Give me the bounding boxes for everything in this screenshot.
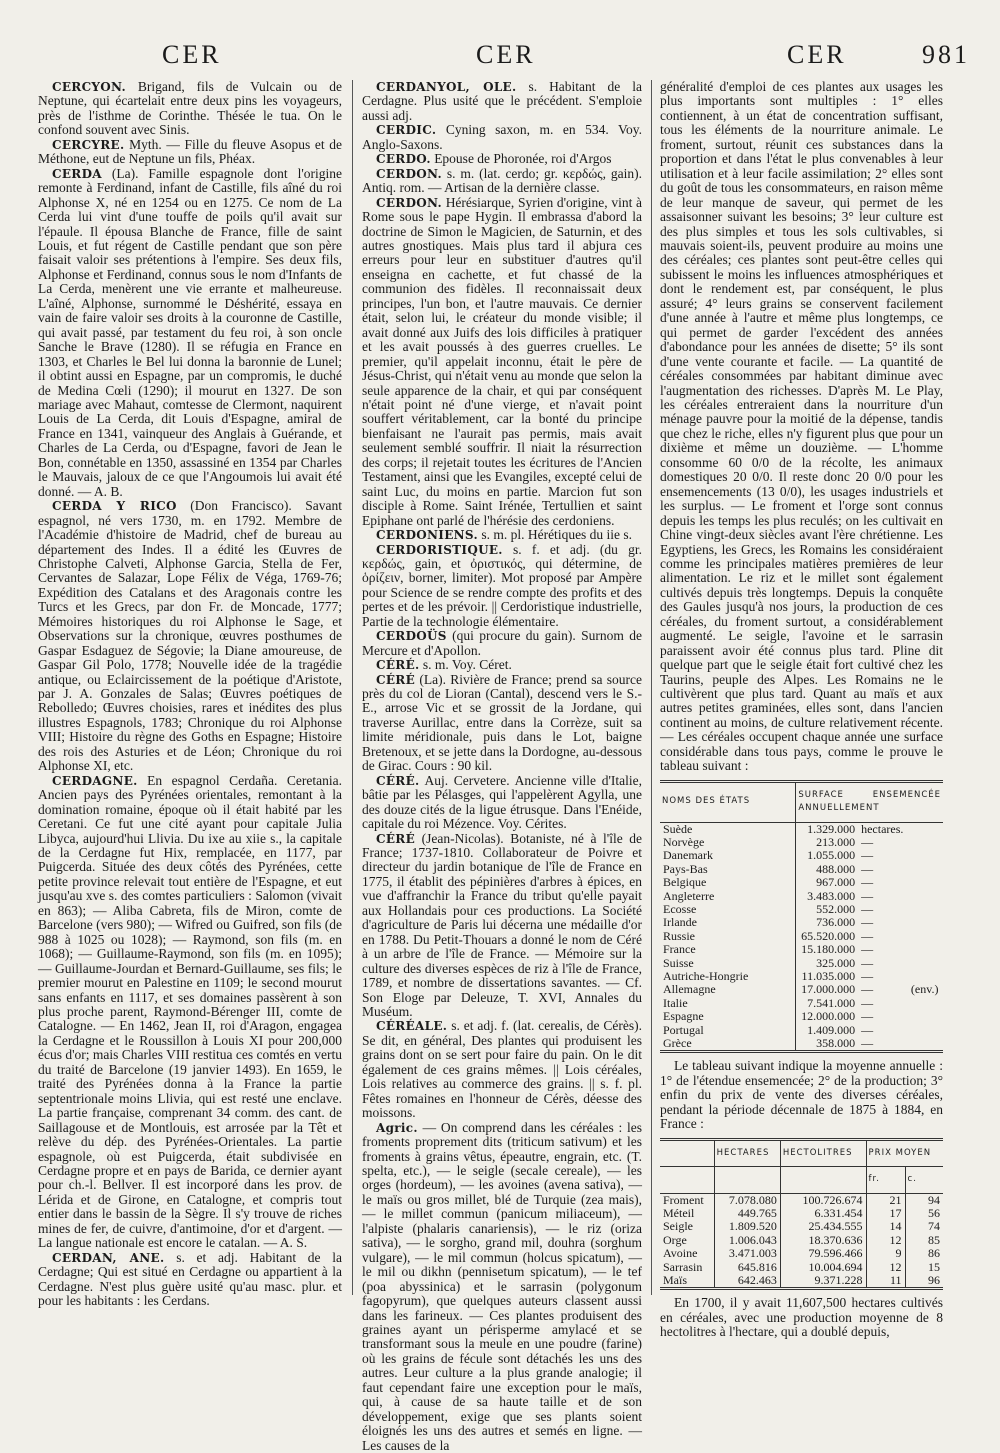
paragraph: Le tableau suivant indique la moyenne annuelle : 1° de l'étendue ensemencée; 2° de la production; 3° enfin du prix de vente des diverses céréales, pendant la période décennale de 1875 à 1884, en France :: [660, 1058, 943, 1132]
table-cell: 12: [866, 1261, 905, 1274]
average-table: [660, 1138, 943, 1291]
table-cell: 79.596.466: [780, 1247, 866, 1260]
dictionary-entry: [362, 167, 642, 196]
table-row: [660, 916, 943, 929]
entry-headword: CERDOÜS: [376, 629, 447, 644]
table-row: [660, 1220, 943, 1233]
entry-headword: CERDIC.: [376, 123, 437, 138]
table-cell: Grèce: [660, 1037, 796, 1050]
table-cell: Italie: [660, 997, 796, 1010]
table-row: [660, 1024, 943, 1037]
entry-headword: CERDAN, ANE.: [52, 1250, 165, 1265]
table-cell: —: [861, 902, 874, 916]
table-row: [660, 1261, 943, 1274]
table-cell: 488.000: [816, 861, 856, 876]
column-rule: [651, 80, 652, 1295]
table-cell: —: [861, 848, 874, 863]
table-cell: —: [861, 955, 874, 970]
table-cell: 12: [866, 1234, 905, 1247]
entry-text: En espagnol Cerdaña. Ceretania. Ancien pays des Pyrénées orientales, remontant à la domination romaine, époque où il était habité par les Ceretani. Ce fut une cité ayant pour capitale Julia Libyca, aujourd'hui Llivia. Du ixe au xiie s., la capitale de la Cerdagne fut Hix, remplacée, en 1177, par Puigcerda. Située des deux côtés des Pyrénées, cette petite province relevait tout entière de l'Espagne, et eut jusqu'au xve s. des comtes particuliers : Salomon (vivait en 863); — Aliba Cabreta, fils de Miron, comte de Barcelone (vers 980); — Wifred ou Guifred, son fils (de 988 à 1025 ou 1028); — Raymond, son fils (m. en 1068); — Guillaume-Raymond, son fils (m. en 1095); — Guillaume-Jourdan et Bernard-Guillaume, ses fils; le premier mourut en Palestine en 1109; le second mourut sans enfants en 1117, et ses domaines passèrent à son plus proche parent, Raymond-Bérenger III, comte de Catalogne. — En 1462, Jean II, roi d'Aragon, engagea la Cerdagne et le Roussillon à Louis XI pour 200,000 écus d'or; mais Charles VIII restitua ces comtés en vertu du traité de Barcelone (19 janvier 1493). En 1659, le traité des Pyrénées donna à la France la partie septentrionale moins Llivia, qui est resté une enclave. La partie française, comprenant 34 comm. des cant. de Saillagouse et de Montlouis, est arrosée par la Têt et relève du dép. des Pyrénées-Orientales. La partie espagnole, où est Puigcerda, était subdivisée en Cerdagne propre et en pays de Barida, ce dernier ayant pour ch.-l. Bellver. Il est incorporé dans les prov. de Lérida et de Girone, en Catalogne, et compris tout entier dans le bassin de la Sègre. Il s'y trouve de riches mines de fer, de cuivre, d'antimoine, d'or et d'argent. — La langue nationale est encore le catalan. — A. S.: [38, 772, 342, 1251]
entry-headword: CERDON.: [376, 195, 443, 210]
entry-text: Epouse de Phoronée, roi d'Argos: [430, 151, 612, 167]
entry-headword: CÉRÉ.: [376, 773, 420, 788]
dictionary-entry: [38, 167, 342, 499]
table-cell: Espagne: [660, 1010, 796, 1023]
table-cell: 86: [928, 1246, 940, 1261]
table-row: [660, 1207, 943, 1220]
dictionary-entry: [362, 196, 642, 528]
table-cell: Avoine: [660, 1247, 714, 1260]
table-cell: hectares.: [861, 821, 904, 836]
table-cell: 552.000: [816, 902, 856, 916]
table-cell: [906, 997, 943, 1010]
table-row: [660, 876, 943, 889]
surface-table: [660, 780, 943, 1054]
table-cell: 7.078.080: [714, 1193, 780, 1207]
table-cell: Irlande: [660, 916, 796, 929]
table-cell: 17: [866, 1207, 905, 1220]
table-row: [660, 983, 943, 996]
dictionary-entry: [362, 629, 642, 658]
table-cell: Méteil: [660, 1207, 714, 1220]
table-cell: 1.809.520: [714, 1220, 780, 1233]
entry-headword: CERDA: [52, 166, 102, 181]
table-row: [660, 943, 943, 956]
table-cell: [906, 1010, 943, 1023]
table-cell: 645.816: [714, 1261, 780, 1274]
table-cell: 11.035.000: [801, 969, 856, 984]
dictionary-entry: [362, 123, 642, 152]
table-row: [660, 1234, 943, 1247]
table-cell: 213.000: [816, 834, 856, 849]
table-cell: 56: [928, 1205, 940, 1220]
header-center: CER: [476, 40, 536, 69]
table-row: [660, 849, 943, 862]
table-cell: [906, 849, 943, 862]
table-row: [660, 903, 943, 916]
table-cell: [906, 903, 943, 916]
table-cell: Angleterre: [660, 890, 796, 903]
entry-headword: CERDON.: [376, 166, 443, 181]
table-cell: —: [861, 969, 874, 984]
entry-headword: CERCYON.: [52, 80, 127, 94]
table-cell: (env.): [910, 982, 939, 997]
table-cell: —: [861, 875, 874, 890]
dictionary-entry: [362, 658, 642, 672]
table-cell: 358.000: [816, 1036, 856, 1051]
dictionary-entry: [362, 832, 642, 1020]
table-cell: 85: [928, 1232, 940, 1247]
table-cell: 94: [928, 1192, 940, 1207]
table-row: [660, 1274, 943, 1287]
column-2: [362, 79, 642, 1453]
entry-text: Cyning saxon, m. en 534. Voy. Anglo-Saxons.: [362, 122, 642, 152]
entry-text: s. m. Voy. Céret.: [419, 657, 512, 673]
table-cell: Orge: [660, 1234, 714, 1247]
dictionary-entry: [38, 499, 342, 774]
table-header: PRIX MOYEN: [868, 1147, 932, 1158]
dictionary-entry: [38, 138, 342, 167]
entry-text: s. Habitant de la Cerdagne. Plus usité que le précédent. S'emploie aussi adj.: [362, 79, 642, 123]
table-cell: 21: [866, 1193, 905, 1207]
entry-text: (Don Francisco). Savant espagnol, né vers 1730, m. en 1792. Membre de l'Académie d'histoire de Madrid, chef de bureau au département des Indes. Il a édité les Œuvres de Christophe Calveti, Alphonse Garcia, Stella de Fer, Cervantes de Salazar, Lope Félix de Véga, 1769-76; Expédition des Catalans et des Aragonais contre les Turcs et les Grecs, par don Fr. de Moncade, 1777; Mémoires historiques du roi Alphonse le Sage, et Observations sur la chronique, œuvres posthumes de Gaspar Esdaguez de Ségovie; la Diane amoureuse, de Gaspar Gil Polo, 1778; Nouvelle idée de la tragédie antique, ou Eclaircissement de la poétique d'Aristote, par J. A. Gonzales de Salas; Œuvres poétiques de Rebolledo; Œuvres choisies, rares et inédites des plus illustres Espagnols, 1783; Chronique du roi Alphonse VIII; Histoire du règne des Goths en Espagne; Histoire des rois des Asturies et de Léon; Chronique du roi Alphonse XI, etc.: [38, 498, 343, 774]
table-cell: [906, 943, 943, 956]
dictionary-entry: [362, 1019, 642, 1120]
table-cell: —: [861, 928, 874, 943]
table-cell: Danemark: [660, 849, 796, 862]
dictionary-entry: [362, 673, 642, 774]
column-3: [660, 79, 943, 1340]
page-number: 981: [922, 40, 970, 69]
table-header: HECTARES: [714, 1141, 780, 1167]
entry-headword: CERDA Y RICO: [52, 499, 177, 514]
table-cell: 7.541.000: [807, 995, 856, 1010]
table-cell: Sarrasin: [660, 1261, 714, 1274]
table-cell: [906, 930, 943, 943]
table-cell: 12.000.000: [801, 1009, 856, 1024]
table-row: [660, 957, 943, 970]
table-cell: —: [861, 834, 874, 849]
dictionary-entry: [38, 774, 342, 1251]
table-cell: 18.370.636: [780, 1234, 866, 1247]
table-cell: [906, 916, 943, 929]
dictionary-entry: [362, 543, 642, 630]
table-cell: 967.000: [816, 875, 856, 890]
table-cell: [906, 890, 943, 903]
table-cell: 10.004.694: [780, 1261, 866, 1274]
table-cell: Seigle: [660, 1220, 714, 1233]
table-cell: [906, 970, 943, 983]
table-cell: 1.006.043: [714, 1234, 780, 1247]
table-cell: [906, 1037, 943, 1050]
table-cell: 325.000: [816, 955, 856, 970]
entry-headword: CÉRÉ: [376, 831, 416, 846]
dictionary-entry: [362, 80, 642, 123]
table-subheader: fr.: [866, 1167, 905, 1193]
table-cell: 25.434.555: [780, 1220, 866, 1233]
dictionary-entry: [362, 528, 642, 542]
table-row: [660, 890, 943, 903]
table-cell: 6.331.454: [780, 1207, 866, 1220]
table-row: [660, 1193, 943, 1207]
entry-text: s. m. (lat. cerdo; gr. κερδώς, gain). Antiq. rom. — Artisan de la dernière classe.: [362, 165, 642, 196]
table-row: [660, 836, 943, 849]
table-cell: 449.765: [714, 1207, 780, 1220]
table-header: [660, 1141, 714, 1167]
table-cell: Ecosse: [660, 903, 796, 916]
table-cell: [906, 876, 943, 889]
table-cell: 96: [928, 1272, 940, 1287]
entry-text: s. m. pl. Hérétiques du iie s.: [477, 527, 633, 543]
table-cell: 9: [866, 1247, 905, 1260]
table-cell: [906, 822, 943, 836]
table-cell: 74: [928, 1219, 940, 1234]
table-cell: 100.726.674: [780, 1193, 866, 1207]
table-cell: [906, 1024, 943, 1037]
table-cell: 3.471.003: [714, 1247, 780, 1260]
table-cell: —: [861, 995, 874, 1010]
table-cell: Suisse: [660, 957, 796, 970]
table-cell: Belgique: [660, 876, 796, 889]
header-right: CER: [787, 40, 847, 69]
entry-text: (La). Famille espagnole dont l'origine remonte à Ferdinand, infant de Castille, fils aîné du roi Alphonse X, né en 1254 ou en 1275. Ce nom de La Cerda lui vint d'une touffe de poils qu'il avait sur l'épaule. Il épousa Blanche de France, fille de saint Louis, et fut régent de Castille pendant que son père faisait valoir ses prétentions à l'empire. Ses deux fils, Alphonse et Ferdinand, connus sous le nom d'Infants de La Cerda, menèrent une vie errante et malheureuse. L'aîné, Alphonse, surnommé le Déshérité, essaya en vain de faire valoir ses droits à la couronne de Castille, qui avait passé, par testament du feu roi, à son oncle Sanche le Brave (1280). Il se réfugia en France en 1303, et Charles le Bel lui donna la baronnie de Lunel; il obtint aussi en Espagne, par un compromis, le duché de Medina Cœli (1290); il mourut en 1327. De son mariage avec Mahaut, comtesse de Clermont, naquirent Louis de La Cerda, dit Louis d'Espagne, amiral de France en 1341, vainqueur des Anglais à Guérande, et Charles de La Cerda, ou d'Espagne, favori de Jean le Bon, connétable en 1350, assassiné en 1354 par Charles le Mauvais, jaloux de ce que l'Angoumois lui avait été donné. — A. B.: [38, 165, 342, 499]
table-cell: 736.000: [816, 915, 856, 930]
entry-headword: CERDO.: [376, 152, 431, 167]
entry-text: s. et adj. Habitant de la Cerdagne; Qui est situé en Cerdagne ou appartient à la Cerdagne. N'est plus guère usité qu'au masc. plur. et pour les habitants : les Cerdans.: [38, 1249, 342, 1309]
table-header: HECTOLITRES: [780, 1141, 866, 1167]
table-cell: 642.463: [714, 1274, 780, 1287]
table-header: SURFACE ENSEMENCÉE ANNUELLEMENT: [798, 789, 941, 814]
table-row: [660, 1247, 943, 1260]
dictionary-entry: [362, 1121, 642, 1453]
table-cell: Froment: [660, 1193, 714, 1207]
entry-text: Hérésiarque, Syrien d'origine, vint à Rome sous le pape Hygin. Il embrassa d'abord la doctrine de Simon le Magicien, de Saturnin, et des autres gnostiques. Mais plus tard il abjura ces erreurs pour leur en substituer d'autres qu'il enseigna en cachette, et fut chassé de la communion des fidèles. Il reconnaissait deux principes, l'un bon, et l'autre mauvais. Ce dernier était, selon lui, le créateur du monde visible; il avait donné aux Juifs des lois difficiles à pratiquer et les avait poussés à des guerres cruelles. Le premier, qu'il appelait inconnu, était le père de Jésus-Christ, qui n'était venu au monde que selon la seule apparence de la chair, et qui par conséquent n'était point né d'une vierge, et n'avait point souffert véritablement, car la bonté du principe bienfaisant ne l'aurait pas permis, mais avait seulement semblé souffrir. Il niait la résurrection des corps; il rejetait toutes les écritures de l'Ancien Testament, ainsi que les Evangiles, excepté celui de saint Luc, du moins en partie. Marcion fut son disciple à Rome. Saint Irénée, Tertullien et saint Epiphane ont parlé de l'hérésie des cerdoniens.: [362, 194, 642, 528]
paragraph: généralité d'emploi de ces plantes aux usages les plus importants sont multiples : 1° elles contiennent, à un état de concentration suffisant, tous les éléments de la nourriture animale. Le froment, surtout, réunit ces substances dans la proportion et dans l'état le plus convenables à leur utilisation et à leur facile assimilation; 2° elles sont du goût de tous les consommateurs, en raison même de leur manque de saveur, qui permet de les assaisonner suivant les besoins; 3° leur culture est des plus simples et tous les sols cultivables, si mauvais soient-ils, peuvent produire au moins une des céréales; ces plantes sont peut-être celles qui subissent le moins les influences atmosphériques et dont le rendement est, par conséquent, le plus assuré; 4° leurs grains se conservent facilement d'une année à l'autre et même plus longtemps, ce qui permet de garder l'excédent des années d'abondance pour les années de disette; 5° ils sont d'une vente courante et facile. — La quantité de céréales consommées par habitant diminue avec l'augmentation des richesses. D'après M. Le Play, les céréales entreraient dans la nourriture d'un ménage pauvre pour la moitié de la dépense, tandis que chez le riche, elles n'y figurent plus que pour un dixième et même un douzième. — L'homme consomme 60 0/0 de la récolte, les animaux domestiques 20 0/0. Il reste donc 20 0/0 pour les ensemencements (13 0/0), les usages industriels et les surplus. — Le froment et l'orge sont connus depuis les temps les plus reculés; on les cultivait en Chine vingt-deux siècles avant l'ère chrétienne. Les Egyptiens, les Grecs, les Romains les considéraient comme les principales matières premières de leur alimentation. Le riz et le millet sont également cultivés depuis très longtemps. Depuis la conquête des Gaules jusqu'à nos jours, la production de ces céréales, du froment surtout, a considérablement augmenté. Le seigle, l'avoine et le sarrasin paraissent avoir été connus plus tard. Pline dit quelque part que le seigle était fort cultivé chez les Taurins, peuple des Alpes. Les Romains ne le cultivèrent que plus tard. Quant au maïs et aux autres petites graminées, elles sont, dans l'ancien continent au moins, de culture relativement récente. — Les céréales occupent chaque année une surface considérable dans tous pays, comme le prouve le tableau suivant :: [660, 79, 943, 774]
table-cell: 1.055.000: [807, 848, 856, 863]
column-1: [38, 79, 343, 1309]
table-cell: Russie: [660, 930, 796, 943]
column-rule: [352, 80, 353, 1295]
dictionary-entry: [362, 152, 642, 166]
table-row: [660, 1010, 943, 1023]
table-row: [660, 863, 943, 876]
table-cell: —: [861, 942, 874, 957]
entry-text: s. et adj. f. (lat. cerealis, de Cérès). Se dit, en général, Des plantes qui produisent les grains dont on se sert pour faire du pain. On le dit également de ces grains mêmes. || Lois céréales, Lois relatives au commerce des grains. || s. f. pl. Fêtes romaines en l'honneur de Cérès, déesse des moissons.: [362, 1018, 642, 1121]
table-row: [660, 970, 943, 983]
entry-headword: CERDANYOL, OLE.: [376, 80, 517, 94]
table-cell: —: [861, 1022, 874, 1037]
entry-text: (La). Rivière de France; prend sa source près du col de Lioran (Cantal), descend vers le S.-E., arrose Vic et se grossit de la Jordane, qui traverse Aurillac, entre dans la Corrèze, suit sa limite méridionale, puis dans le Lot, baigne Bretenoux, et se jette dans la Dordogne, au-dessous de Girac. Cours : 90 kil.: [362, 671, 642, 774]
table-cell: 11: [866, 1274, 905, 1287]
table-row: [660, 1037, 943, 1050]
dictionary-entry: [38, 1251, 342, 1309]
table-cell: 1.409.000: [807, 1022, 856, 1037]
table-cell: 9.371.228: [780, 1274, 866, 1287]
entry-headword: CERDAGNE.: [52, 773, 138, 788]
header-left: CER: [162, 40, 222, 69]
table-cell: —: [861, 915, 874, 930]
table-cell: —: [861, 1036, 874, 1051]
entry-headword: CERDONIENS.: [376, 528, 478, 543]
table-cell: Autriche-Hongrie: [660, 970, 796, 983]
table-cell: [906, 957, 943, 970]
table-cell: Portugal: [660, 1024, 796, 1037]
table-cell: —: [861, 982, 874, 997]
table-cell: Pays-Bas: [660, 863, 796, 876]
table-cell: —: [861, 888, 874, 903]
dictionary-entry: [38, 80, 342, 138]
table-cell: [906, 836, 943, 849]
table-cell: Maïs: [660, 1274, 714, 1287]
entry-headword: CÉRÉ.: [376, 658, 420, 673]
table-cell: 14: [866, 1220, 905, 1233]
entry-text: Brigand, fils de Vulcain ou de Neptune, qui écartelait entre deux pins les voyageurs, près de l'isthme de Corinthe. Thésée le tua. On le confond souvent avec Sinis.: [38, 79, 342, 138]
table-subheader: c.: [907, 1174, 917, 1185]
entry-headword: Agric.: [376, 1120, 418, 1135]
table-cell: 1.329.000: [807, 821, 856, 836]
entry-text: Auj. Cervetere. Ancienne ville d'Italie, bâtie par les Pélasges, qui l'appelèrent Agylla, une des douze cités de la ligue étrusque. Dans l'Enéide, capitale du roi Mézence. Voy. Cérites.: [362, 772, 642, 832]
entry-text: — On comprend dans les céréales : les froments proprement dits (triticum sativum) et les froments à grains vêtus, épeautre, engrain, etc. (T. spelta, etc.), — le seigle (secale cereale), — les orges (hordeum), — les avoines (avena sativa), — le maïs ou gros millet, blé de Turquie (zea mais), — le millet commun (panicum miliaceum), — l'alpiste (phalaris canariensis), — le riz (oriza sativa), — le sorgho, grand mil, douhra (sorghum vulgare), — le mil commun (holcus spicatum), — le mil ou dikhn (pennisetum spicatum), — le tef (poa abyssinica) et le sarrasin (polygonum fagopyrum), que quelques auteurs classent aussi dans les farineux. — Ces plantes produisent des graines ayant un périsperme amylacé et se transformant sous la meule en une poudre (farine) où les grains de fécule sont détachés les uns des autres. Leur culture a la plus grande analogie; il faut cependant faire une exception pour le maïs, qui, à cause de sa haute taille et de son développement, exige que ses plants soient éloignés les uns des autres et semés en ligne. — Les causes de la: [362, 1119, 642, 1453]
entry-text: (Jean-Nicolas). Botaniste, né à l'île de France; 1737-1810. Collaborateur de Poivre et directeur du jardin botanique de l'île de France en 1775, il établit des pépinières d'arbres à épices, en vue d'affranchir la France du tribut qu'elle payait aux Hollandais pour ces productions. La Société d'agriculture de Paris lui décerna une médaille d'or en 1788. Du Petit-Thouars a donné le nom de Céré à un arbre de l'île de France. — Mémoire sur la culture des diverses espèces de riz à l'île de France, 1789, et nombre de dissertations savantes. — Cf. Son Eloge par Deleuze, T. XVI, Annales du Muséum.: [362, 830, 642, 1019]
entry-text: s. f. et adj. (du gr. κερδώς, gain, et ὀριστικός, qui détermine, de ὁρίζειν, borner, limiter). Mot proposé par Ampère pour Science de se rendre compte des profits et des pertes et de les prévoir. || Cerdoristique industrielle, Partie de la technologie élémentaire.: [362, 541, 642, 629]
table-row: [660, 997, 943, 1010]
table-cell: 15.180.000: [801, 942, 856, 957]
entry-text: (qui procure du gain). Surnom de Mercure et d'Apollon.: [362, 628, 642, 658]
entry-headword: CÉRÉ: [376, 672, 416, 687]
paragraph: En 1700, il y avait 11,607,500 hectares cultivés en céréales, avec une production moyenne de 8 hectolitres à l'hectare, qui a doublé depuis,: [660, 1295, 943, 1340]
table-row: [660, 930, 943, 943]
table-row: [660, 822, 943, 836]
table-cell: Suède: [660, 822, 796, 836]
entry-headword: CÉRÉALE.: [376, 1019, 448, 1034]
entry-headword: CERCYRE.: [52, 137, 125, 152]
table-cell: Norvège: [660, 836, 796, 849]
table-cell: Allemagne: [660, 983, 796, 996]
table-cell: —: [861, 861, 874, 876]
dictionary-entry: [362, 774, 642, 832]
table-header: NOMS DES ÉTATS: [660, 783, 796, 822]
entry-text: Myth. — Fille du fleuve Asopus et de Méthone, eut de Neptune un fils, Phéax.: [38, 136, 342, 167]
table-cell: 15: [928, 1259, 940, 1274]
table-cell: [906, 863, 943, 876]
table-cell: 3.483.000: [807, 888, 856, 903]
table-cell: 17.000.000: [801, 982, 856, 997]
entry-headword: CERDORISTIQUE.: [376, 542, 503, 557]
table-cell: —: [861, 1009, 874, 1024]
table-cell: France: [660, 943, 796, 956]
table-cell: 65.520.000: [801, 928, 856, 943]
